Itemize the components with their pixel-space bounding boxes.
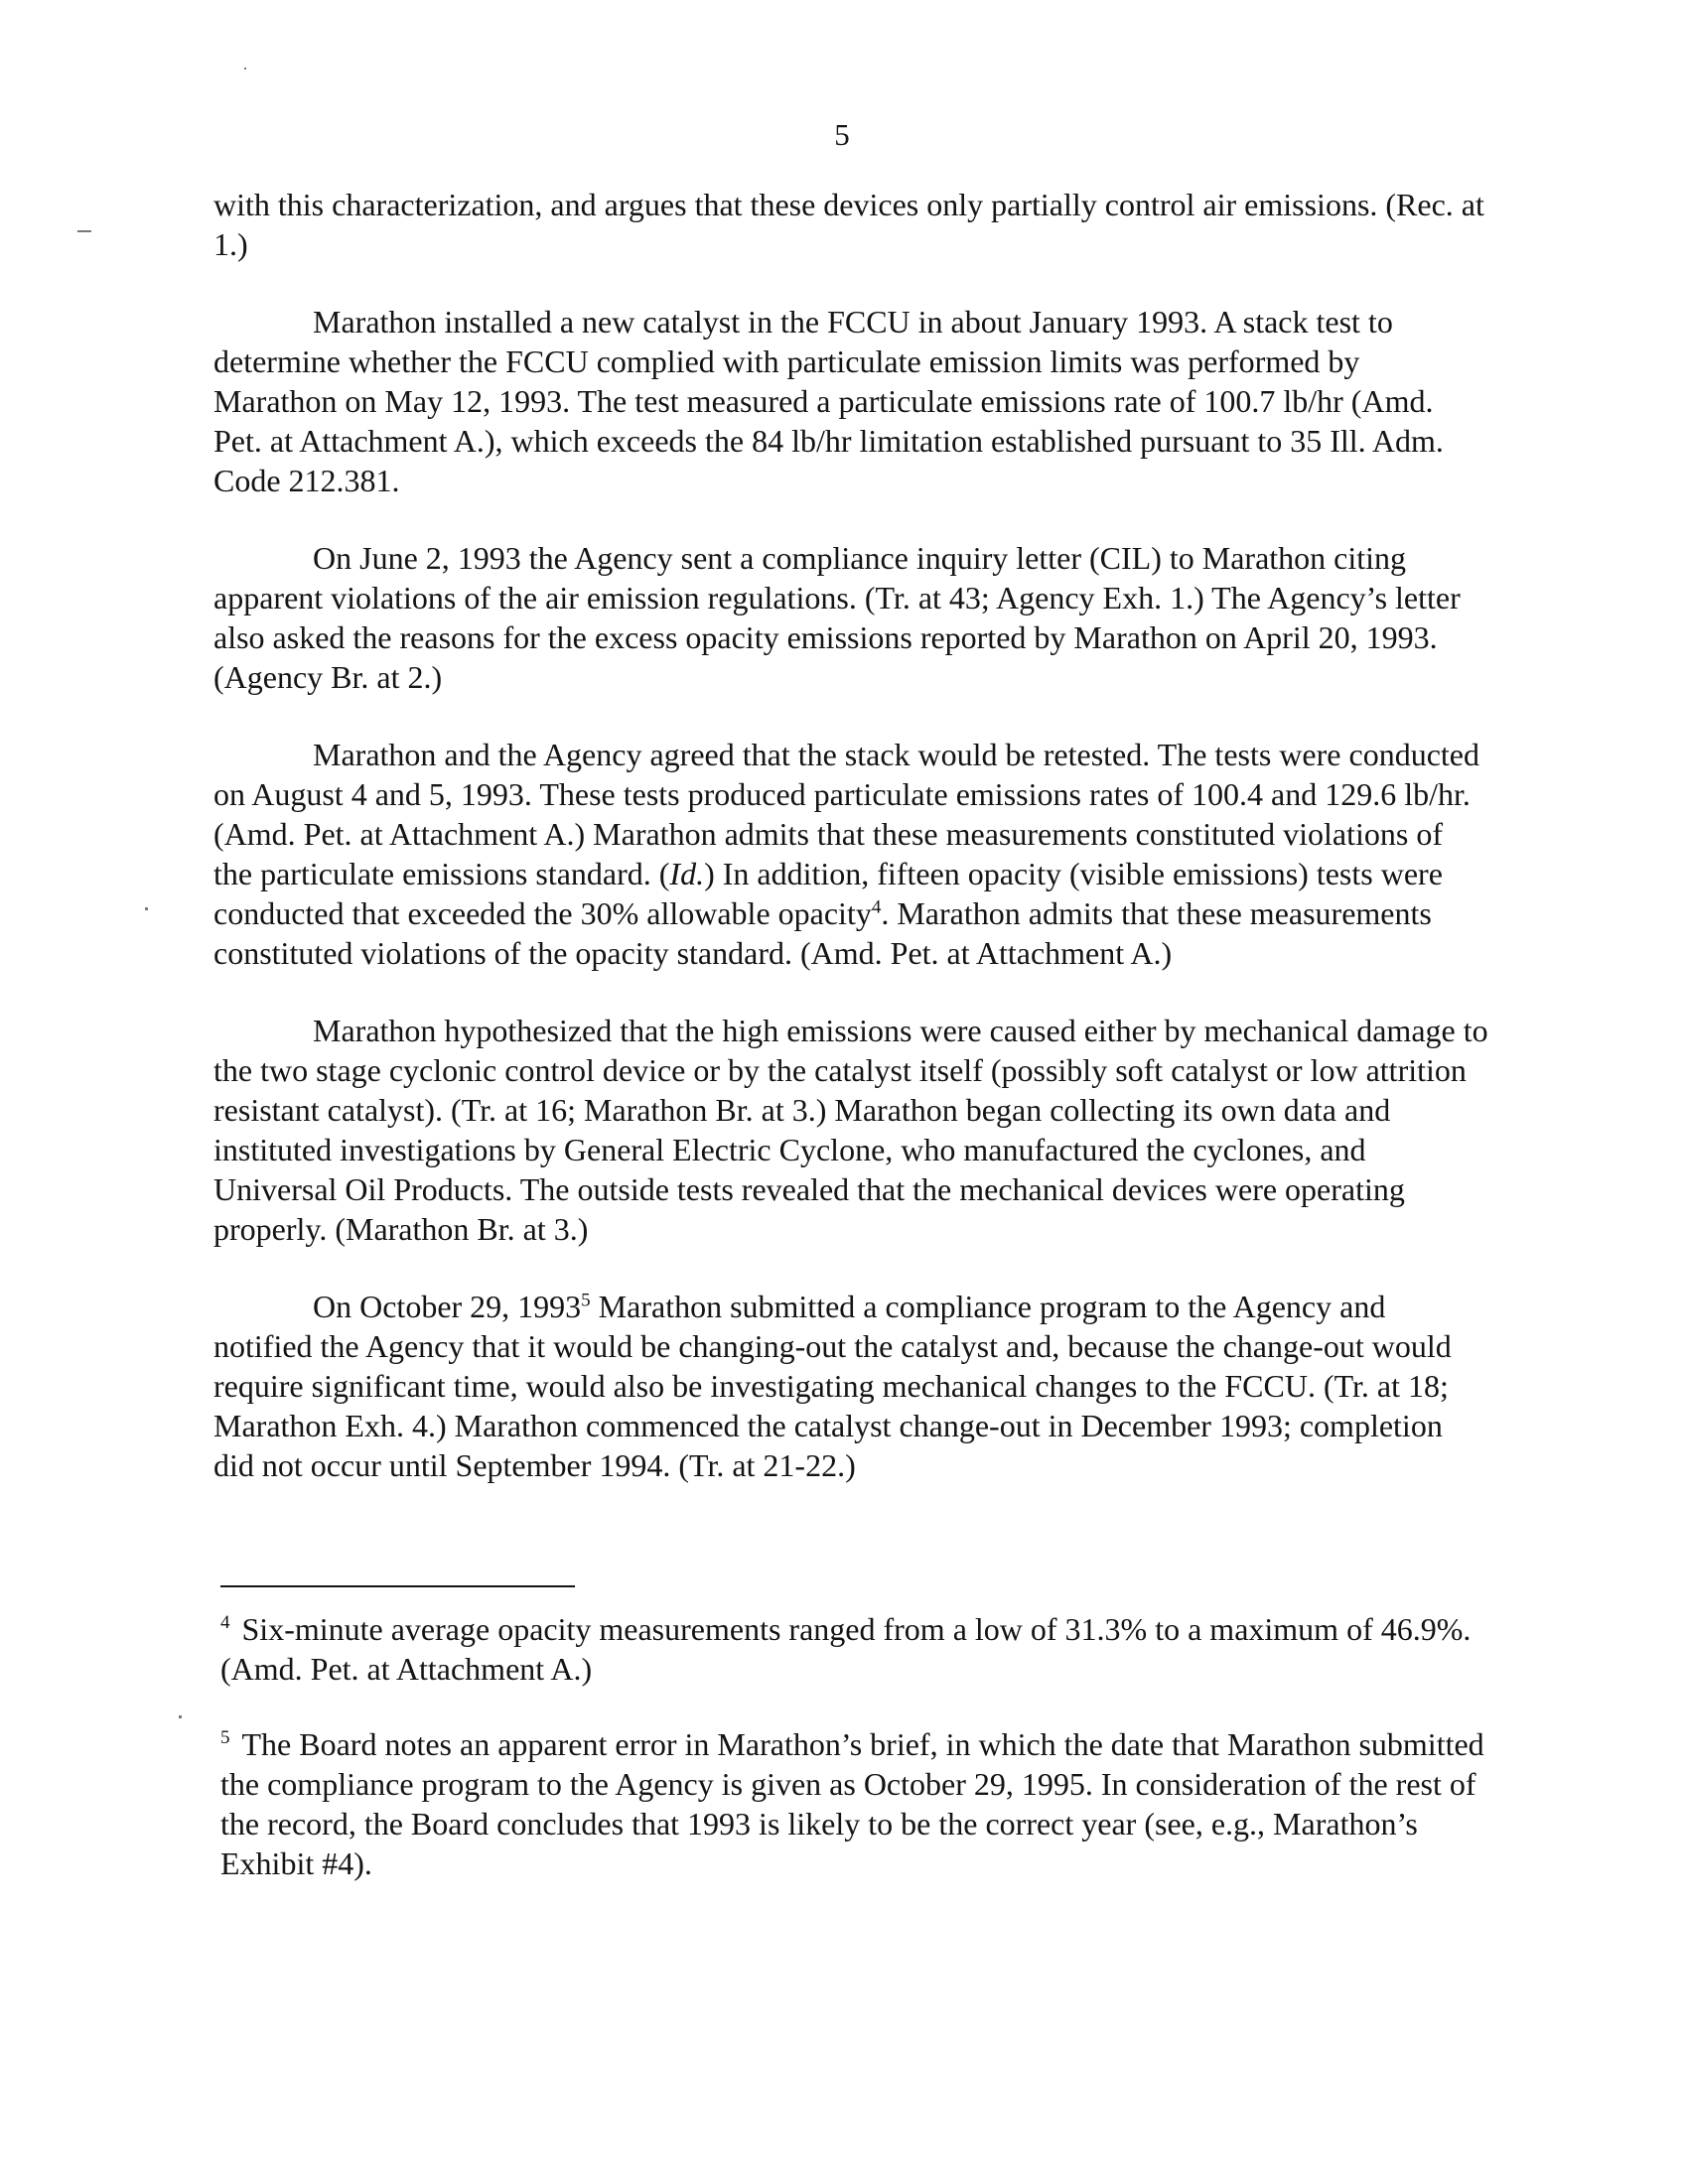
program-text-a: On October 29, 1993 — [313, 1289, 582, 1324]
footnote-text: The Board notes an apparent error in Marathon’s brief, in which the date that Marathon submitted the compliance program to the Agency is given as October 29, 1995. In consideration of the rest of the record, the Board concludes that 1993 is likely to be the correct year (see, e.g., Marathon’s Exhibit #4). — [220, 1726, 1484, 1881]
footnote-ref-5: 5 — [581, 1290, 591, 1311]
paragraph-continuation: with this characterization, and argues that these devices only partially control air emissions. (Rec. at 1.) — [213, 187, 1484, 262]
paragraph-compliance-inquiry: On June 2, 1993 the Agency sent a compliance inquiry letter (CIL) to Marathon citing apparent violations of the air emission regulations. (Tr. at 43; Agency Exh. 1.) The Agency’s letter also asked the reasons for the excess opacity emissions reported by Marathon on April 20, 1993. (Agency Br. at 2.) — [213, 540, 1461, 695]
id-citation: Id. — [669, 856, 705, 891]
footnote-text: Six-minute average opacity measurements ranged from a low of 31.3% to a maximum of 46.9%. (Amd. Pet. at Attachment A.) — [220, 1611, 1472, 1687]
scan-mark — [244, 68, 246, 69]
paragraph-hypothesis: Marathon hypothesized that the high emissions were caused either by mechanical damage to the two stage cyclonic control device or by the catalyst itself (possibly soft catalyst or low attrition resistant catalyst). (Tr. at 16; Marathon Br. at 3.) Marathon began collecting its own data and instituted investigations by General Electric Cyclone, who manufactured the cyclones, and Universal Oil Products. The outside tests revealed that the mechanical devices were operating properly. (Marathon Br. at 3.) — [213, 1013, 1488, 1247]
program-text-b: Marathon submitted a compliance program to the Agency and notified the Agency that it would be changing-out the catalyst and, because the change-out would require significant time, would also be investigating mechanical changes to the FCCU. (Tr. at 18; Marathon Exh. 4.) Marathon commenced the catalyst change-out in December 1993; completion did not occur until September 1994. (Tr. at 21-22.) — [213, 1289, 1452, 1483]
page-number: 5 — [834, 117, 850, 152]
retest-text-c: . Marathon admits that these measurements constituted violations of the opacity standard. (Amd. Pet. at Attachment A.) — [213, 895, 1432, 971]
paragraph-new-catalyst: Marathon installed a new catalyst in the FCCU in about January 1993. A stack test to determine whether the FCCU complied with particulate emission limits was performed by Marathon on May 12, 1993. The test measured a particulate emissions rate of 100.7 lb/hr (Amd. Pet. at Attachment A.), which exceeds the 84 lb/hr limitation established pursuant to 35 Ill. Adm. Code 212.381. — [213, 304, 1444, 498]
footnote-5 — [220, 1724, 1501, 1883]
retest-text-a: Marathon and the Agency agreed that the stack would be retested. The tests were conducted on August 4 and 5, 1993. These tests produced particulate emissions rates of 100.4 and 129.6 lb/hr. (Amd. Pet. at Attachment A.) Marathon admits that these measurements constituted violations of the particulate emissions standard. ( — [213, 737, 1479, 891]
body-text — [213, 185, 1489, 1523]
scan-mark — [179, 1715, 182, 1718]
footnote-ref-4: 4 — [871, 896, 882, 918]
footnote-marker: 5 — [220, 1727, 230, 1749]
footnote-divider — [220, 1585, 575, 1587]
scan-mark — [145, 907, 148, 910]
scan-mark — [77, 230, 91, 232]
paragraph-retest — [213, 735, 1489, 973]
footnotes — [220, 1585, 1501, 1919]
paragraph-compliance-program — [213, 1287, 1489, 1485]
footnote-4 — [220, 1609, 1501, 1689]
retest-text-b: ) In addition, fifteen opacity (visible emissions) tests were conducted that exceeded the 30% allowable opacity — [213, 856, 1443, 931]
footnote-marker: 4 — [220, 1612, 230, 1634]
